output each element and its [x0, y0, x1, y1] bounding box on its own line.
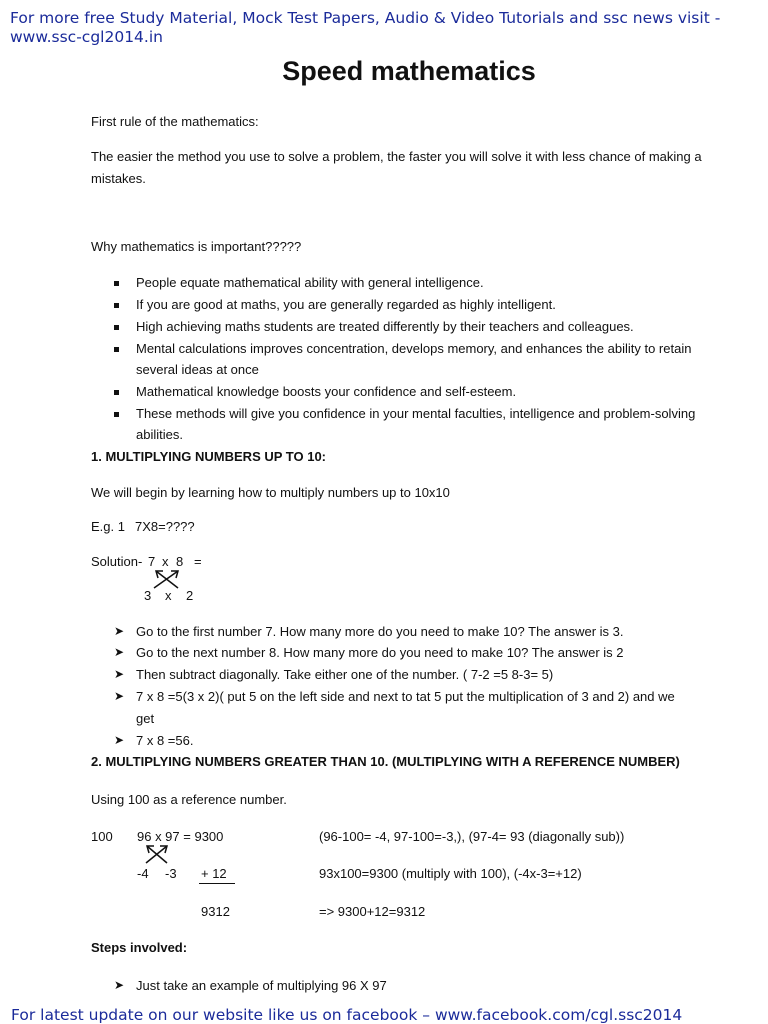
arrow-bullet-icon: ➤ — [114, 624, 125, 638]
section1-intro: We will begin by learning how to multiply numbers up to 10x10 — [91, 485, 450, 500]
page-title: Speed mathematics — [282, 56, 536, 86]
solution-a: 7 — [148, 554, 156, 569]
square-bullet-icon — [114, 347, 119, 352]
product-expression: 96 x 97 = 9300 — [137, 829, 224, 844]
list-item: 7 x 8 =56. — [136, 733, 194, 748]
solution-x: x — [162, 554, 169, 569]
list-item: Mental calculations improves concentration, develops memory, and enhances the ability to retain — [136, 341, 692, 356]
square-bullet-icon — [114, 390, 119, 395]
list-item: Go to the next number 8. How many more do you need to make 10? The answer is 2 — [136, 645, 624, 660]
footer-banner[interactable]: For latest update on our website like us on facebook – www.facebook.com/cgl.ssc2014 — [11, 1006, 683, 1024]
list-item-cont: get — [136, 711, 155, 726]
subtract-a: 3 — [144, 588, 152, 603]
difference-a: -4 — [137, 866, 149, 881]
example-label: E.g. 1 — [91, 519, 125, 534]
sum-underline — [199, 883, 235, 884]
arrow-bullet-icon: ➤ — [114, 689, 125, 703]
arrow-bullet-icon: ➤ — [114, 667, 125, 681]
square-bullet-icon — [114, 412, 119, 417]
header-banner-link[interactable]: www.ssc-cgl2014.in — [10, 28, 163, 46]
arrow-bullet-icon: ➤ — [114, 733, 125, 747]
example-expression: 7X8=???? — [135, 519, 195, 534]
list-item: Mathematical knowledge boosts your confidence and self-esteem. — [136, 384, 517, 399]
why-heading: Why mathematics is important????? — [91, 239, 302, 254]
product-note: (96-100= -4, 97-100=-3,), (97-4= 93 (diagonally sub)) — [319, 829, 625, 844]
plus-term: + 12 — [201, 866, 227, 881]
arrow-bullet-icon: ➤ — [114, 978, 125, 992]
square-bullet-icon — [114, 281, 119, 286]
first-rule-text: The easier the method you use to solve a problem, the faster you will solve it with less chance of making a — [91, 149, 702, 164]
first-rule-text-cont: mistakes. — [91, 171, 146, 186]
arrow-bullet-icon: ➤ — [114, 645, 125, 659]
result-note: => 9300+12=9312 — [319, 904, 426, 919]
steps-heading: Steps involved: — [91, 940, 188, 955]
list-item: People equate mathematical ability with general intelligence. — [136, 275, 484, 290]
plus-note: 93x100=9300 (multiply with 100), (-4x-3=+12) — [319, 866, 582, 881]
list-item: High achieving maths students are treated differently by their teachers and colleagues. — [136, 319, 634, 334]
list-item: 7 x 8 =5(3 x 2)( put 5 on the left side and next to tat 5 put the multiplication of 3 and 2) and we — [136, 689, 675, 704]
cross-arrows-icon — [150, 568, 184, 590]
list-item-cont: abilities. — [136, 427, 183, 442]
section1-heading: 1. MULTIPLYING NUMBERS UP TO 10: — [91, 449, 327, 464]
solution-b: 8 — [176, 554, 184, 569]
square-bullet-icon — [114, 303, 119, 308]
header-banner-line1[interactable]: For more free Study Material, Mock Test Papers, Audio & Video Tutorials and ssc news visit - — [10, 9, 721, 27]
difference-b: -3 — [165, 866, 177, 881]
list-item: Just take an example of multiplying 96 X 97 — [136, 978, 387, 993]
first-rule-heading: First rule of the mathematics: — [91, 114, 259, 129]
section2-heading: 2. MULTIPLYING NUMBERS GREATER THAN 10. (MULTIPLYING WITH A REFERENCE NUMBER) — [91, 754, 680, 769]
list-item-cont: several ideas at once — [136, 362, 259, 377]
list-item: Then subtract diagonally. Take either one of the number. ( 7-2 =5 8-3= 5) — [136, 667, 554, 682]
result-value: 9312 — [201, 904, 230, 919]
subtract-b: 2 — [186, 588, 194, 603]
cross-arrows-icon — [142, 843, 172, 865]
solution-eq: = — [194, 554, 202, 569]
subtract-x: x — [165, 588, 172, 603]
list-item: Go to the first number 7. How many more do you need to make 10? The answer is 3. — [136, 624, 624, 639]
list-item: If you are good at maths, you are generally regarded as highly intelligent. — [136, 297, 556, 312]
reference-number: 100 — [91, 829, 113, 844]
section2-intro: Using 100 as a reference number. — [91, 792, 287, 807]
list-item: These methods will give you confidence in your mental faculties, intelligence and problem-solving — [136, 406, 696, 421]
square-bullet-icon — [114, 325, 119, 330]
solution-prefix: Solution- — [91, 554, 143, 569]
